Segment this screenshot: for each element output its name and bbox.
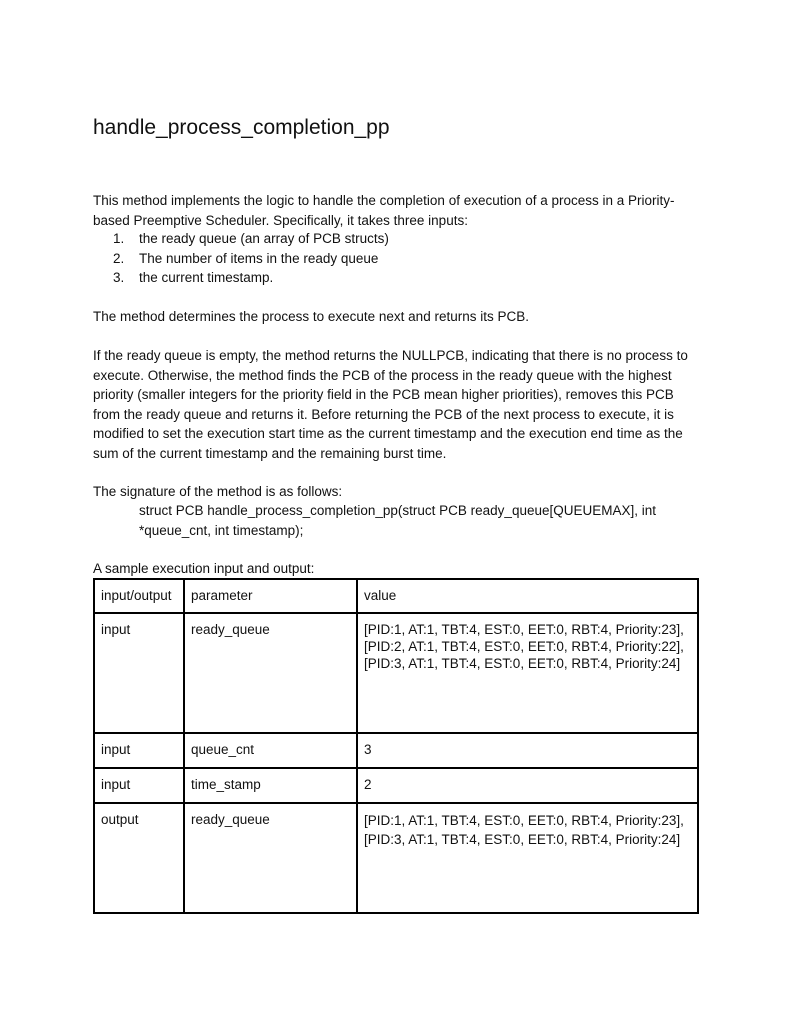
cell-parameter: ready_queue — [184, 803, 357, 913]
cell-io: input — [94, 733, 184, 768]
header-parameter: parameter — [184, 579, 357, 613]
value-line: [PID:3, AT:1, TBT:4, EST:0, EET:0, RBT:4, Priority:24] — [364, 656, 681, 671]
cell-io: input — [94, 768, 184, 803]
list-item-number: 1. — [113, 231, 125, 246]
sample-table — [93, 578, 699, 914]
list-item-number: 3. — [113, 270, 125, 285]
list-item-number: 2. — [113, 250, 125, 266]
value-line: [PID:2, AT:1, TBT:4, EST:0, EET:0, RBT:4, Priority:22], — [364, 639, 684, 654]
intro-paragraph: This method implements the logic to handle the completion of execution of a process in a Priority-based Preemptive Scheduler. Specifically, it takes three inputs: — [93, 193, 675, 228]
logic-paragraph: If the ready queue is empty, the method returns the NULLPCB, indicating that there is no process to execute. Otherwise, the method finds the PCB of the process in the ready queue with the highest priority (smaller integers for the priority field in the PCB mean higher priorities), removes this PCB from the ready queue and returns it. Before returning the PCB of the next process to execute, it is modified to set the execution start time as the current timestamp and the execution end time as the sum of the current timestamp and the remaining burst time. — [93, 348, 688, 461]
list-item-text: the ready queue (an array of PCB structs) — [139, 231, 389, 246]
header-io: input/output — [94, 579, 184, 613]
value-line: [PID:1, AT:1, TBT:4, EST:0, EET:0, RBT:4, Priority:23], — [364, 813, 684, 828]
list-item — [113, 268, 389, 288]
cell-value — [357, 613, 698, 733]
determines-paragraph: The method determines the process to execute next and returns its PCB. — [93, 309, 529, 324]
list-item-text: The number of items in the ready queue — [139, 250, 379, 266]
table-row — [94, 733, 698, 768]
cell-parameter: time_stamp — [184, 768, 357, 803]
table-row — [94, 768, 698, 803]
cell-parameter: ready_queue — [184, 613, 357, 733]
table-header-row — [94, 579, 698, 613]
method-signature: struct PCB handle_process_completion_pp(struct PCB ready_queue[QUEUEMAX], int *queue_cnt, int timestamp); — [139, 503, 657, 538]
cell-parameter: queue_cnt — [184, 733, 357, 768]
list-item-text: the current timestamp. — [139, 270, 274, 285]
cell-value: 2 — [357, 768, 698, 803]
list-item — [113, 229, 389, 249]
table-row — [94, 803, 698, 913]
header-value: value — [357, 579, 698, 613]
value-line: [PID:1, AT:1, TBT:4, EST:0, EET:0, RBT:4, Priority:23], — [364, 622, 684, 637]
table-row — [94, 613, 698, 733]
cell-io: output — [94, 803, 184, 913]
signature-intro: The signature of the method is as follows: — [93, 484, 343, 499]
page-title: handle_process_completion_pp — [93, 116, 390, 139]
list-item — [113, 249, 389, 269]
cell-value: 3 — [357, 733, 698, 768]
sample-label: A sample execution input and output: — [93, 561, 315, 576]
cell-value — [357, 803, 698, 913]
inputs-list — [113, 229, 389, 288]
value-line: [PID:3, AT:1, TBT:4, EST:0, EET:0, RBT:4, Priority:24] — [364, 832, 681, 847]
cell-io: input — [94, 613, 184, 733]
